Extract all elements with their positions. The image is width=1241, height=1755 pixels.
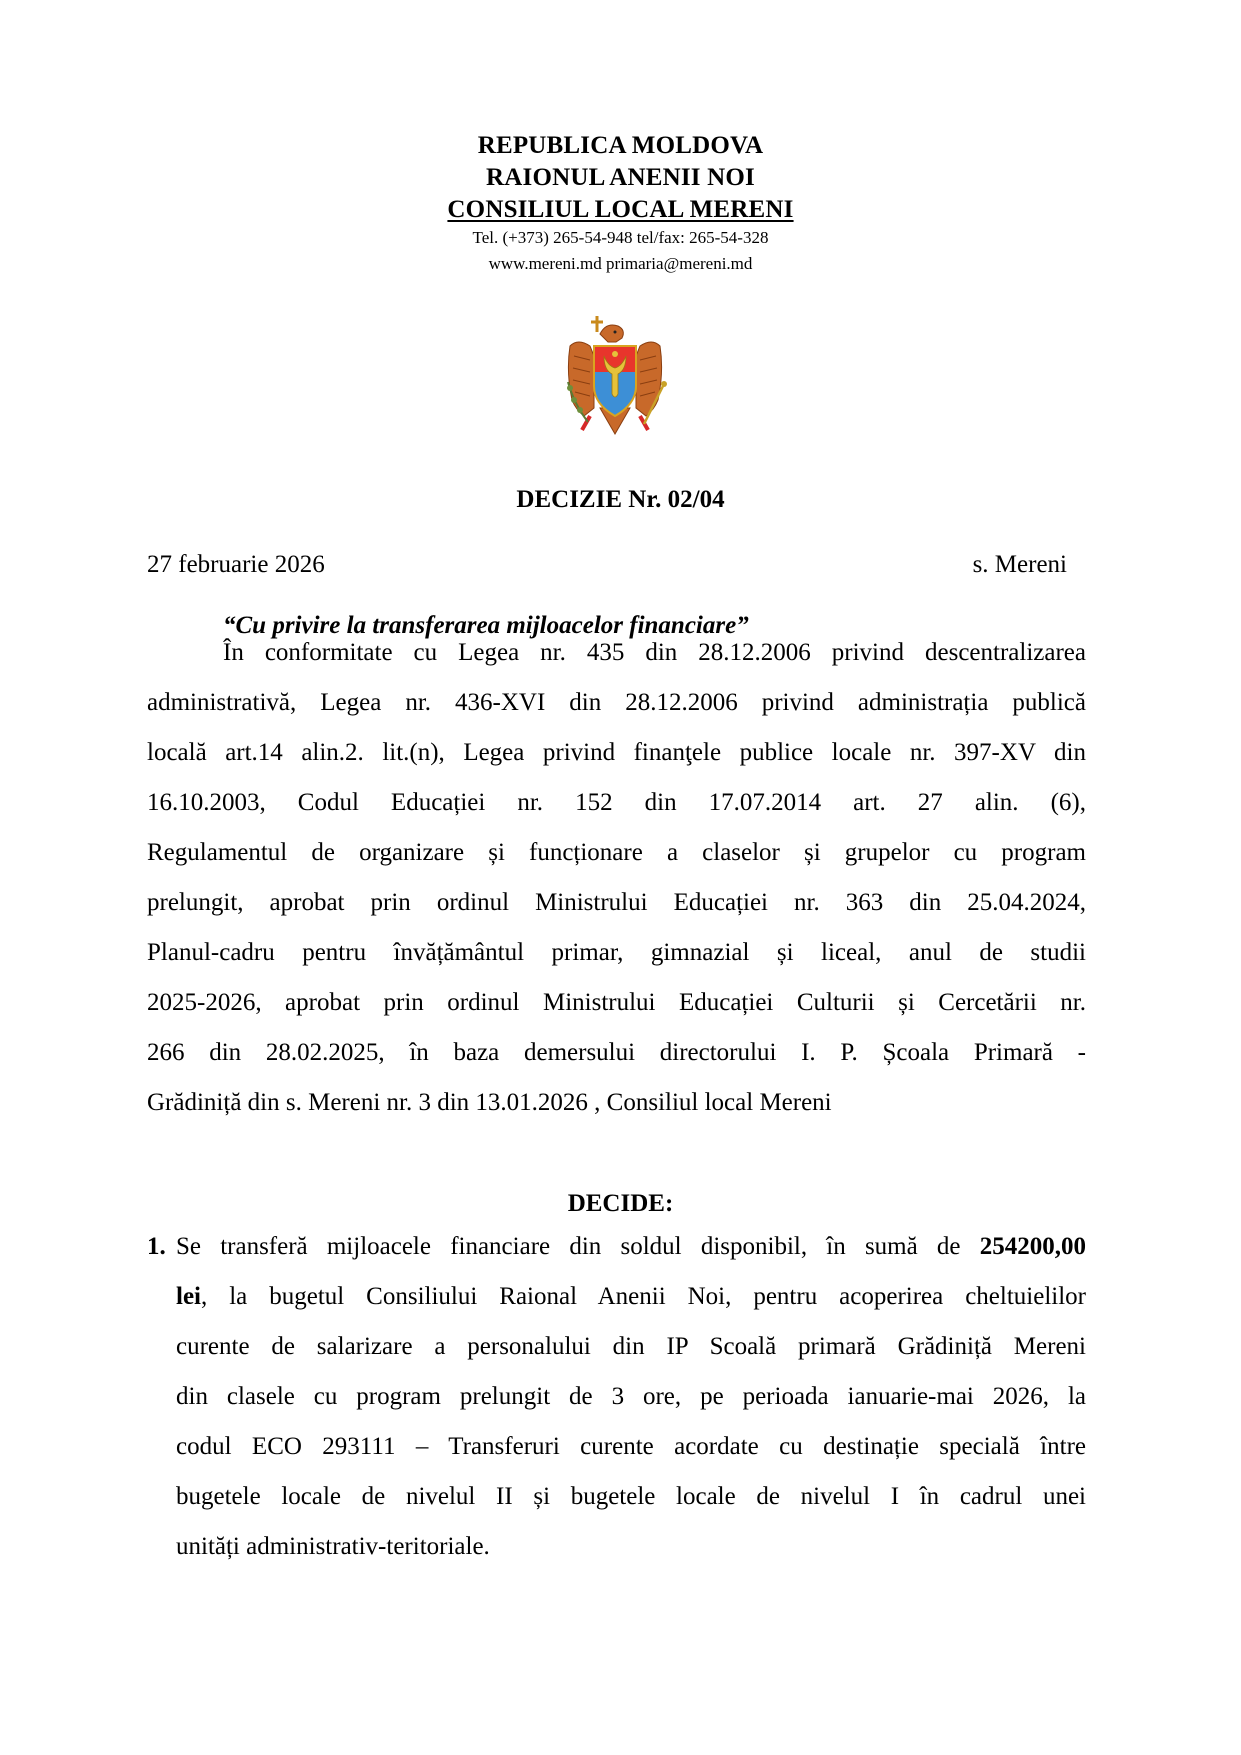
item-line: din clasele cu program prelungit de 3 ore, pe perioada ianuarie-mai 2026, la xyxy=(176,1383,1086,1410)
preamble-line: Planul-cadru pentru învățământul primar, gimnazial și liceal, anul de studii xyxy=(147,939,1086,966)
item-line: unități administrativ-teritoriale. xyxy=(176,1533,490,1560)
item-line: codul ECO 293111 – Transferuri curente acordate cu destinație specială între xyxy=(176,1433,1086,1460)
decision-number: DECIZIE Nr. 02/04 xyxy=(516,486,725,513)
preamble-line: 2025-2026, aprobat prin ordinul Ministrului Educației Culturii și Cercetării nr. xyxy=(147,989,1086,1016)
country-name: REPUBLICA MOLDOVA xyxy=(477,132,764,159)
preamble-line: administrativă, Legea nr. 436-XVI din 28.12.2006 privind administrația publică xyxy=(147,689,1086,716)
preamble-line: Grădiniță din s. Mereni nr. 3 din 13.01.2026 , Consiliul local Mereni xyxy=(147,1089,832,1116)
preamble-line: locală art.14 alin.2. lit.(n), Legea privind finanţele publice locale nr. 397-XV din xyxy=(147,739,1086,766)
decision-date: 27 februarie 2026 xyxy=(147,551,325,578)
item-line xyxy=(176,1272,1086,1322)
district-name: RAIONUL ANENII NOI xyxy=(486,164,755,191)
item-text: , la bugetul Consiliului Raional Anenii Noi, pentru acoperirea cheltuielilor xyxy=(201,1283,1086,1310)
coat-of-arms-icon xyxy=(560,312,670,442)
date-place-line xyxy=(147,551,1067,579)
item-line: curente de salarizare a personalului din IP Scoală primară Grădiniță Mereni xyxy=(176,1333,1086,1360)
decide-heading: DECIDE: xyxy=(567,1190,674,1217)
item-line xyxy=(176,1222,1086,1272)
preamble-line: În conformitate cu Legea nr. 435 din 28.12.2006 privind descentralizarea xyxy=(223,639,1086,666)
transfer-amount: 254200,00 xyxy=(979,1233,1087,1260)
decision-item-1 xyxy=(147,1222,1086,1572)
decision-subject: “Cu privire la transferarea mijloacelor financiare” xyxy=(223,612,749,639)
web-email-line: www.mereni.md primaria@mereni.md xyxy=(488,254,753,273)
preamble-line: 16.10.2003, Codul Educației nr. 152 din 17.07.2014 art. 27 alin. (6), xyxy=(147,789,1086,816)
letterhead xyxy=(0,130,1241,276)
phone-line: Tel. (+373) 265-54-948 tel/fax: 265-54-328 xyxy=(472,228,769,247)
item-line: bugetele locale de nivelul II și bugetele locale de nivelul I în cadrul unei xyxy=(176,1483,1086,1510)
council-name: CONSILIUL LOCAL MERENI xyxy=(447,196,794,223)
preamble-paragraph xyxy=(147,628,1086,1128)
preamble-line: prelungit, aprobat prin ordinul Ministrului Educației nr. 363 din 25.04.2024, xyxy=(147,889,1086,916)
decision-place: s. Mereni xyxy=(972,551,1067,578)
item-number: 1. xyxy=(147,1233,166,1260)
currency-label: lei xyxy=(176,1283,201,1310)
preamble-line: Regulamentul de organizare și funcționare a claselor și grupelor cu program xyxy=(147,839,1086,866)
item-text: Se transferă mijloacele financiare din soldul disponibil, în sumă de xyxy=(176,1233,961,1260)
preamble-line: 266 din 28.02.2025, în baza demersului directorului I. P. Școala Primară - xyxy=(147,1039,1086,1066)
